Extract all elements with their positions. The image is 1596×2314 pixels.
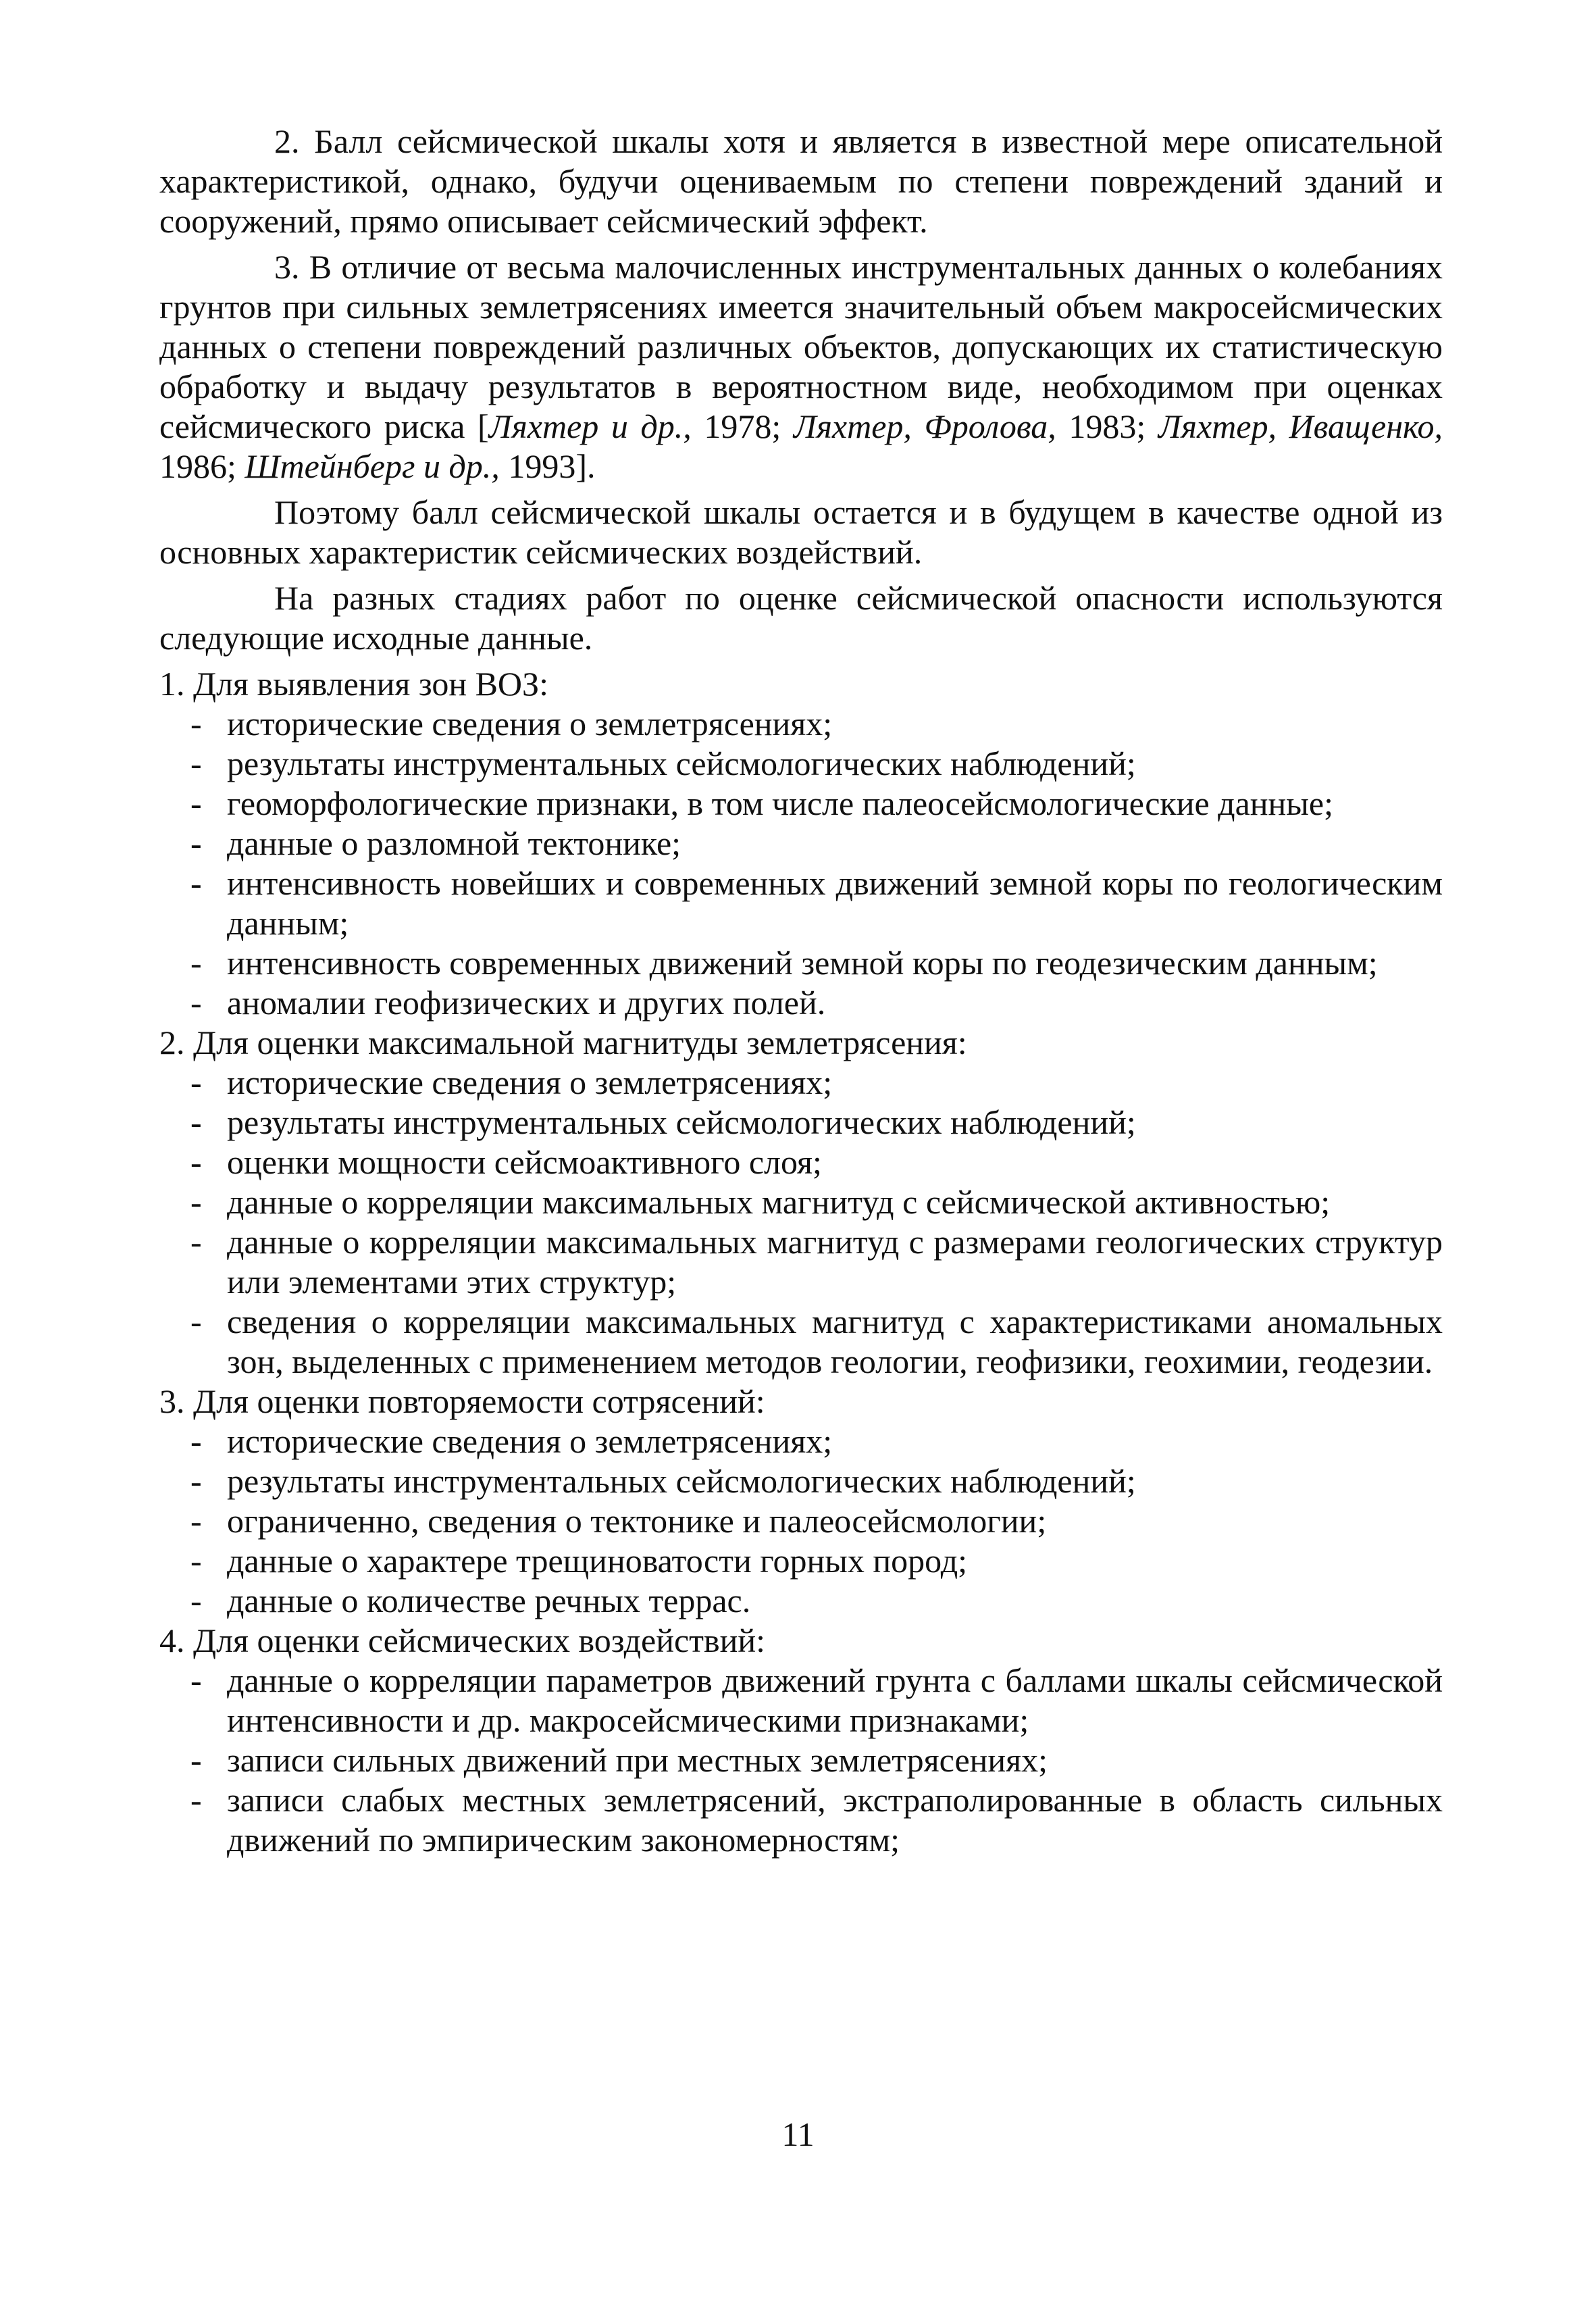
list-item: - результаты инструментальных сейсмологических наблюдений; (186, 744, 1443, 784)
list-item: - ограниченно, сведения о тектонике и палеосейсмологии; (186, 1501, 1443, 1541)
paragraph-2: 2. Балл сейсмической шкалы хотя и является в известной мере описательной характеристикой, однако, будучи оцениваемым по степени повреждений зданий и сооружений, прямо описывает сейсмический эффект. (159, 122, 1443, 240)
list-title: 2. Для оценки максимальной магнитуды землетрясения: (159, 1024, 967, 1061)
citation-authors-1: Ляхтер и др., (488, 407, 692, 445)
list-item: - данные о корреляции максимальных магнитуд с размерами геологических структур или элементами этих структур; (186, 1222, 1443, 1302)
list-item: - интенсивность современных движений земной коры по геодезическим данным; (186, 943, 1443, 983)
citation-authors-3: Ляхтер, Иващенко, (1158, 407, 1443, 445)
list-item: - данные о количестве речных террас. (186, 1581, 1443, 1621)
citation-year-3: 1986; (159, 447, 245, 485)
list-item: - записи слабых местных землетрясений, экстраполированные в область сильных движений по эмпирическим закономерностям; (186, 1780, 1443, 1860)
list-item: - результаты инструментальных сейсмологических наблюдений; (186, 1461, 1443, 1501)
list-item: - данные о разломной тектонике; (186, 824, 1443, 863)
list-item: - результаты инструментальных сейсмологических наблюдений; (186, 1103, 1443, 1142)
list-item: - оценки мощности сейсмоактивного слоя; (186, 1142, 1443, 1182)
list-item: - геоморфологические признаки, в том числе палеосейсмологические данные; (186, 784, 1443, 824)
citation-year-2: 1983; (1056, 407, 1158, 445)
list-title: 3. Для оценки повторяемости сотрясений: (159, 1382, 765, 1420)
list-item: - исторические сведения о землетрясениях; (186, 704, 1443, 744)
citation-year-1: 1978; (691, 407, 794, 445)
list-item: - исторические сведения о землетрясениях; (186, 1422, 1443, 1461)
list-section-2 (159, 1023, 1443, 1382)
citation-authors-2: Ляхтер, Фролова, (793, 407, 1056, 445)
list-section-4 (159, 1621, 1443, 1860)
paragraph-stages: На разных стадиях работ по оценке сейсмической опасности используются следующие исходные данные. (159, 579, 1443, 657)
list-item: - исторические сведения о землетрясениях; (186, 1063, 1443, 1103)
list-item: - аномалии геофизических и других полей. (186, 983, 1443, 1023)
citation-year-4: 1993]. (499, 447, 596, 485)
bullet-list (186, 704, 1443, 1023)
paragraph-3-text: 3. В отличие от весьма малочисленных инструментальных данных о колебаниях грунтов при сильных землетрясениях имеется значительный объем макросейсмических данных о степени повреждений различных объектов, допускающих их статистическую обработку и выдачу результатов в вероятностном виде, необходимом при оценках сейсмического риска [ (159, 248, 1443, 445)
document-page (159, 122, 1443, 1860)
list-section-3 (159, 1382, 1443, 1621)
list-section-1 (159, 664, 1443, 1023)
page-number: 11 (781, 2115, 815, 2153)
list-item: - данные о характере трещиноватости горных пород; (186, 1541, 1443, 1581)
paragraph-therefore: Поэтому балл сейсмической шкалы остается и в будущем в качестве одной из основных характеристик сейсмических воздействий. (159, 493, 1443, 571)
paragraph-3 (159, 247, 1443, 486)
list-item: - данные о корреляции максимальных магнитуд с сейсмической активностью; (186, 1182, 1443, 1222)
list-item: - записи сильных движений при местных землетрясениях; (186, 1740, 1443, 1780)
citation-authors-4: Штейнберг и др., (244, 447, 500, 485)
list-title: 1. Для выявления зон ВОЗ: (159, 665, 548, 703)
list-item: - данные о корреляции параметров движений грунта с баллами шкалы сейсмической интенсивности и др. макросейсмическими признаками; (186, 1661, 1443, 1740)
list-title: 4. Для оценки сейсмических воздействий: (159, 1621, 766, 1659)
list-item: - сведения о корреляции максимальных магнитуд с характеристиками аномальных зон, выделенных с применением методов геологии, геофизики, геохимии, геодезии. (186, 1302, 1443, 1382)
list-item: - интенсивность новейших и современных движений земной коры по геологическим данным; (186, 863, 1443, 943)
bullet-list (186, 1063, 1443, 1382)
bullet-list (186, 1661, 1443, 1860)
bullet-list (186, 1422, 1443, 1621)
